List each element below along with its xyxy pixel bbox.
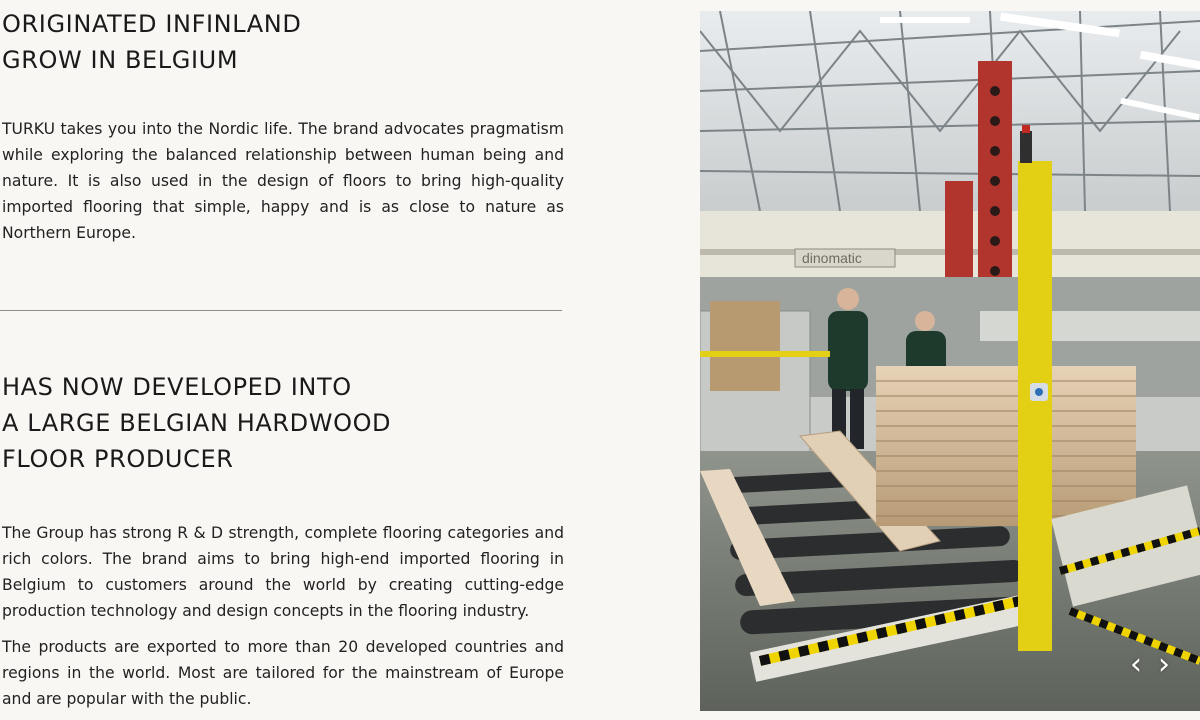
- heading-line: HAS NOW DEVELOPED INTO: [2, 373, 352, 401]
- factory-photo: [700, 11, 1200, 711]
- gallery-prev-arrow-icon[interactable]: ‹: [1130, 647, 1142, 682]
- section-heading-origin: [2, 6, 301, 78]
- group-strength-paragraph: The Group has strong R & D strength, complete flooring categories and rich colors. The brand aims to bring high-end imported flooring in Belgium to customers around the world by creating cutting-edge production technology and design concepts in the flooring industry.: [2, 524, 564, 620]
- gallery-next-arrow-icon[interactable]: ›: [1158, 647, 1170, 682]
- section-heading-producer: [2, 369, 391, 477]
- heading-line: GROW IN BELGIUM: [2, 46, 239, 74]
- machine-brand-label: dinomatic: [802, 250, 862, 266]
- export-paragraph: The products are exported to more than 20 developed countries and regions in the world. Most are tailored for the mainstream of Europe and are popular with the public.: [2, 638, 564, 708]
- intro-paragraph: TURKU takes you into the Nordic life. The brand advocates pragmatism while exploring the balanced relationship between human being and nature. It is also used in the design of floors to bring high-quality imported flooring that simple, happy and is as close to nature as Northern Europe.: [2, 120, 564, 242]
- heading-line: A LARGE BELGIAN HARDWOOD: [2, 409, 392, 437]
- heading-line: FLOOR PRODUCER: [2, 445, 234, 473]
- factory-scene-illustration: [700, 11, 1200, 711]
- section-divider: [0, 310, 562, 311]
- heading-line: ORIGINATED INFINLAND: [2, 10, 302, 38]
